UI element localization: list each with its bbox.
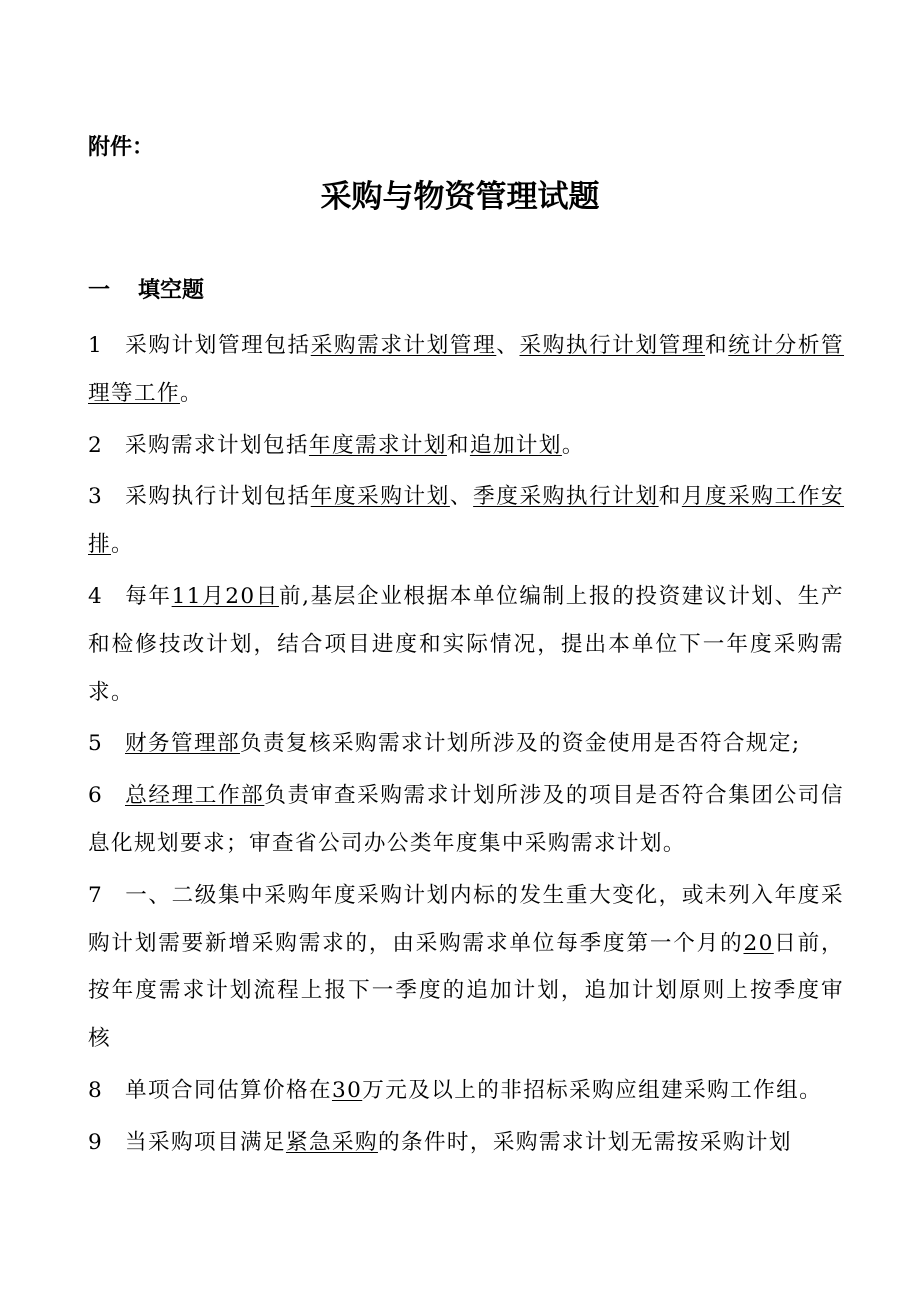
question-text: 采购执行计划包括 (125, 484, 311, 510)
question-list (88, 322, 844, 1167)
question-text: 、 (496, 333, 520, 358)
page-title: 采购与物资管理试题 (320, 179, 600, 215)
question-item (88, 322, 844, 418)
answer-blank: 紧急采购 (285, 1129, 378, 1155)
answer-blank: 月度采购工作安排 (88, 484, 845, 558)
question-text: 前,基层企业根据本单位编制上报的投资建议计划、生产和检修技改计划，结合项目进度和实际情况，提出本单位下一年度采购需求。 (88, 583, 844, 705)
question-item (88, 772, 844, 868)
question-text: 采购计划管理包括 (125, 333, 311, 358)
question-item (88, 573, 844, 716)
answer-blank: 年度需求计划 (308, 432, 447, 458)
question-text: 一、二级集中采购年度采购计划内标的发生重大变化，或未列入年度采购计划需要新增采购需求的，由采购需求单位每季度第一个月的 (88, 882, 844, 956)
question-number: 8 (88, 1077, 102, 1103)
question-text: 当采购项目满足 (125, 1129, 286, 1155)
question-text: 万元及以上的非招标采购应组建采购工作组。 (362, 1077, 823, 1103)
attachment-label: 附件： (88, 135, 155, 160)
answer-blank: 财务管理部 (125, 731, 240, 757)
question-text: 负责审查采购需求计划所涉及的项目是否符合集团公司信息化规划要求；审查省公司办公类年度集中采购需求计划。 (88, 783, 844, 856)
section-heading (88, 276, 204, 306)
answer-blank: 追加计划 (469, 432, 562, 458)
question-text: 和 (658, 484, 682, 510)
question-text: 和 (705, 333, 729, 358)
answer-blank: 采购执行计划管理 (519, 333, 706, 358)
answer-blank: 统计分析管理等工作 (88, 333, 845, 406)
question-item (88, 720, 844, 768)
question-number: 6 (88, 783, 102, 809)
question-number: 3 (88, 484, 102, 510)
question-text: 和 (446, 432, 470, 458)
section-title: 填空题 (138, 278, 205, 303)
question-text: 负责复核采购需求计划所涉及的资金使用是否符合规定; (239, 731, 801, 757)
question-item (88, 872, 844, 1063)
answer-blank: 20 (743, 930, 774, 956)
answer-blank: 30 (331, 1077, 363, 1103)
question-number: 7 (88, 882, 102, 908)
answer-blank: 年度采购计划 (310, 484, 450, 510)
question-item (88, 422, 844, 470)
answer-blank: 季度采购执行计划 (473, 484, 659, 510)
question-text: 每年 (125, 583, 172, 609)
question-text: 的条件时，采购需求计划无需按采购计划 (377, 1129, 792, 1155)
question-text: 、 (449, 484, 474, 510)
question-number: 5 (88, 731, 102, 757)
question-item (88, 1119, 844, 1167)
question-item (88, 473, 844, 569)
question-text: 单项合同估算价格在 (125, 1077, 332, 1103)
question-number: 4 (88, 583, 102, 609)
question-number: 9 (88, 1129, 102, 1155)
question-text: 日前，按年度需求计划流程上报下一季度的追加计划，追加计划原则上按季度审核 (88, 930, 844, 1052)
answer-blank: 11月20日 (171, 583, 279, 609)
question-text: 采购需求计划包括 (125, 432, 309, 458)
question-number: 1 (88, 333, 102, 358)
answer-blank: 总经理工作部 (125, 783, 265, 809)
section-number: 一 (88, 278, 111, 303)
question-text: 。 (179, 380, 203, 406)
question-item (88, 1067, 844, 1115)
question-number: 2 (88, 432, 102, 458)
question-text: 。 (111, 532, 134, 558)
answer-blank: 采购需求计划管理 (310, 333, 497, 358)
question-text: 。 (561, 432, 585, 458)
